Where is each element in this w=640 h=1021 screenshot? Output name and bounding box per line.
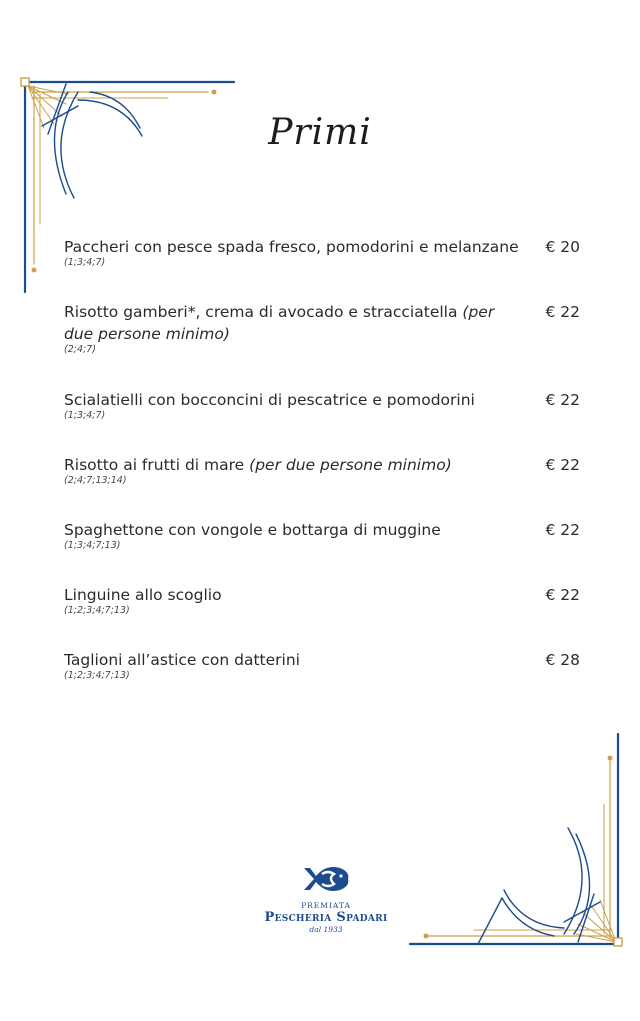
- page-title: Primi: [268, 112, 372, 153]
- dish-price: € 22: [545, 456, 580, 474]
- allergens: (1;3;4;7): [64, 410, 106, 421]
- dish-name: Spaghettone con vongole e bottarga di muggine: [64, 521, 441, 539]
- menu-item: [64, 519, 580, 584]
- dish-note: (per due persone minimo): [64, 303, 495, 343]
- dish-note: (per due persone minimo): [249, 456, 452, 474]
- dish-name: Linguine allo scoglio: [64, 586, 222, 604]
- menu-item: [64, 389, 580, 454]
- menu-item: [64, 649, 580, 699]
- fish-logo-icon: [300, 862, 352, 896]
- dish-name: Paccheri con pesce spada fresco, pomodorini e melanzane: [64, 238, 519, 256]
- dish-name: Risotto gamberi*, crema di avocado e stracciatella (per due persone minimo): [64, 303, 495, 343]
- logo-name: Pescheria Spadari: [264, 910, 388, 925]
- menu-item: [64, 301, 580, 389]
- menu-list: [64, 236, 580, 699]
- menu-item: [64, 584, 580, 649]
- allergens: (1;2;3;4;7;13): [64, 670, 130, 681]
- menu-item: [64, 454, 580, 519]
- restaurant-logo: [262, 862, 390, 934]
- dish-name: Taglioni all’astice con datterini: [64, 651, 300, 669]
- dish-name: Risotto ai frutti di mare (per due persone minimo): [64, 456, 452, 474]
- corner-ornament-bottom-right: [404, 730, 626, 954]
- dish-price: € 22: [545, 303, 580, 321]
- logo-since: dal 1933: [309, 925, 343, 934]
- allergens: (2;4;7;13;14): [64, 475, 127, 486]
- allergens: (1;3;4;7;13): [64, 540, 121, 551]
- allergens: (2;4;7): [64, 344, 96, 355]
- allergens: (1;3;4;7): [64, 257, 106, 268]
- dish-price: € 20: [545, 238, 580, 256]
- dish-price: € 22: [545, 391, 580, 409]
- dish-name: Scialatielli con bocconcini di pescatrice e pomodorini: [64, 391, 475, 409]
- menu-item: [64, 236, 580, 301]
- logo-premiata: PREMIATA: [301, 901, 351, 910]
- dish-price: € 22: [545, 521, 580, 539]
- allergens: (1;2;3;4;7;13): [64, 605, 130, 616]
- dish-price: € 22: [545, 586, 580, 604]
- dish-price: € 28: [545, 651, 580, 669]
